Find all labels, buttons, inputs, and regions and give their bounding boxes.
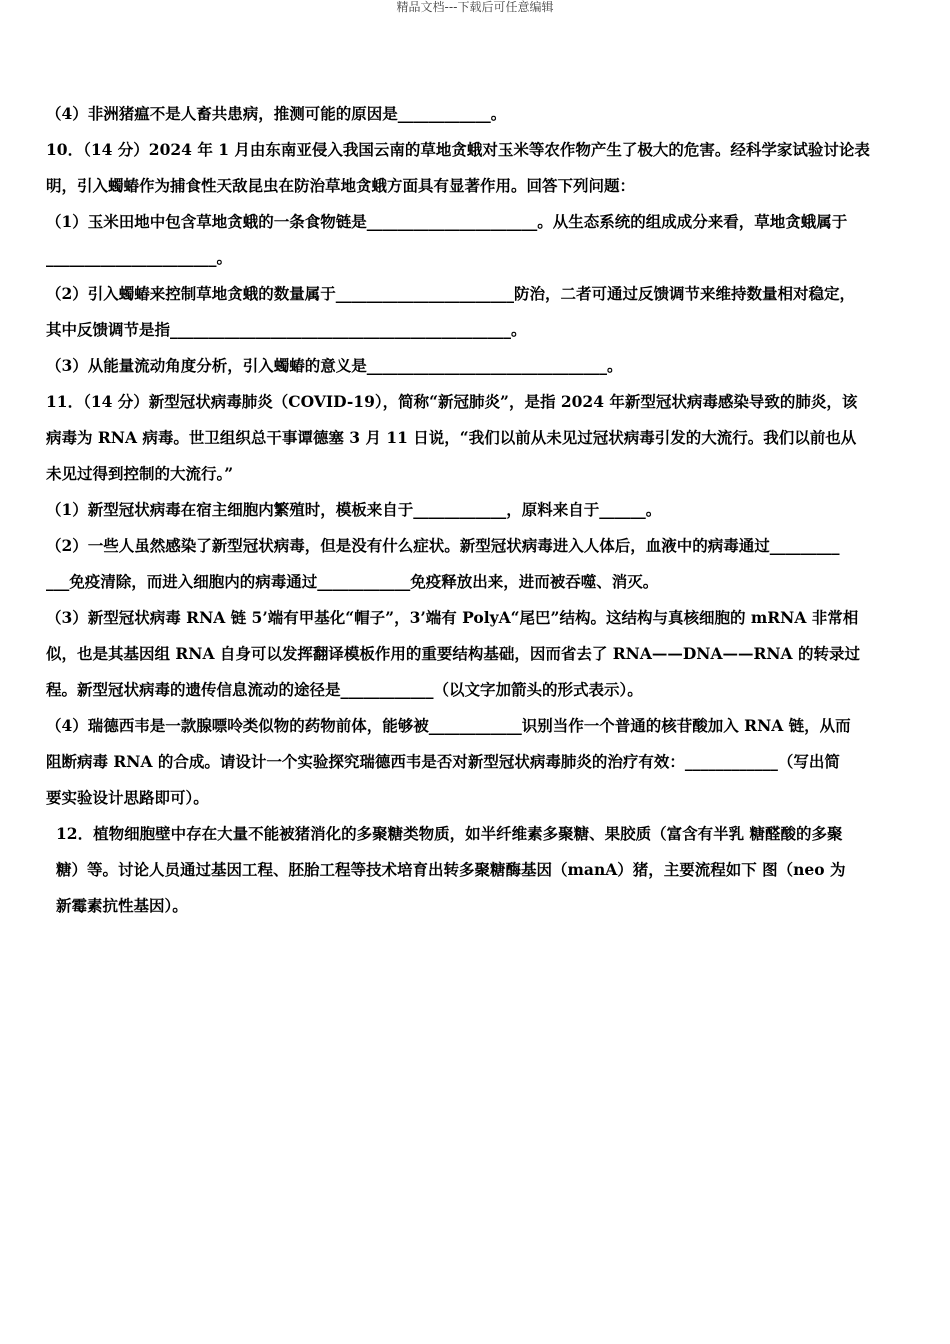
- question-11-part-3-cont-1: 似，也是其基因组 RNA 自身可以发挥翻译模板作用的重要结构基础，因而省去了 RNA——DNA——RNA 的转录过: [46, 644, 860, 663]
- question-10-part-2-cont: 其中反馈调节是指____________________________________________。: [46, 320, 527, 339]
- question-10-part-2: （2）引入蠋蝽来控制草地贪蛾的数量属于_______________________防治，二者可通过反馈调节来维持数量相对稳定，: [46, 284, 856, 303]
- question-10-intro-line-2: 明，引入蠋蝽作为捕食性天敌昆虫在防治草地贪蛾方面具有显著作用。回答下列问题：: [46, 176, 636, 195]
- question-11-part-3: （3）新型冠状病毒 RNA 链 5’端有甲基化“帽子”，3’端有 PolyA“尾巴”结构。这结构与真核细胞的 mRNA 非常相: [46, 608, 859, 627]
- question-11-part-1: （1）新型冠状病毒在宿主细胞内繁殖时，模板来自于____________，原料来自于______。: [46, 500, 662, 519]
- question-10-part-1-cont: ______________________。: [46, 248, 233, 267]
- question-11-part-4-cont-2: 要实验设计思路即可）。: [46, 788, 209, 807]
- question-11-part-2-cont: ___免疫清除，而进入细胞内的病毒通过____________免疫释放出来，进而被吞噬、消灭。: [46, 572, 659, 591]
- document-body: [46, 96, 906, 924]
- question-10-part-3: （3）从能量流动角度分析，引入蠋蝽的意义是_______________________________。: [46, 356, 623, 375]
- page-header: 精品文档---下载后可任意编辑: [396, 0, 554, 14]
- question-11-part-4-cont-1: 阻断病毒 RNA 的合成。请设计一个实验探究瑞德西韦是否对新型冠状病毒肺炎的治疗有效：____________（写出简: [46, 752, 840, 771]
- question-12-line-1: 12．植物细胞壁中存在大量不能被猪消化的多聚糖类物质，如半纤维素多聚糖、果胶质（富含有半乳 糖醛酸的多聚: [56, 824, 843, 843]
- question-11-part-3-cont-2: 程。新型冠状病毒的遗传信息流动的途径是____________（以文字加箭头的形式表示）。: [46, 680, 643, 699]
- question-11-part-4: （4）瑞德西韦是一款腺嘌呤类似物的药物前体，能够被____________识别当作一个普通的核苷酸加入 RNA 链，从而: [46, 716, 851, 735]
- question-11-part-2: （2）一些人虽然感染了新型冠状病毒，但是没有什么症状。新型冠状病毒进入人体后，血液中的病毒通过_________: [46, 536, 840, 555]
- question-11-intro-line-1: 11．（14 分）新型冠状病毒肺炎（COVID-19），简称“新冠肺炎”，是指 2024 年新型冠状病毒感染导致的肺炎，该: [46, 392, 858, 411]
- question-11-intro-line-3: 未见过得到控制的大流行。”: [46, 464, 234, 483]
- question-12-line-2: 糖）等。讨论人员通过基因工程、胚胎工程等技术培育出转多聚糖酶基因（manA）猪，主要流程如下 图（neo 为: [56, 860, 846, 879]
- question-12-line-3: 新霉素抗性基因）。: [56, 896, 188, 915]
- question-11-intro-line-2: 病毒为 RNA 病毒。世卫组织总干事谭德塞 3 月 11 日说，“我们以前从未见过冠状病毒引发的大流行。我们以前也从: [46, 428, 857, 447]
- question-9-part-4: （4）非洲猪瘟不是人畜共患病，推测可能的原因是____________。: [46, 104, 507, 123]
- question-10-intro-line-1: 10．（14 分）2024 年 1 月由东南亚侵入我国云南的草地贪蛾对玉米等农作物产生了极大的危害。经科学家试验讨论表: [46, 140, 870, 159]
- question-10-part-1: （1）玉米田地中包含草地贪蛾的一条食物链是______________________。从生态系统的组成成分来看，草地贪蛾属于: [46, 212, 848, 231]
